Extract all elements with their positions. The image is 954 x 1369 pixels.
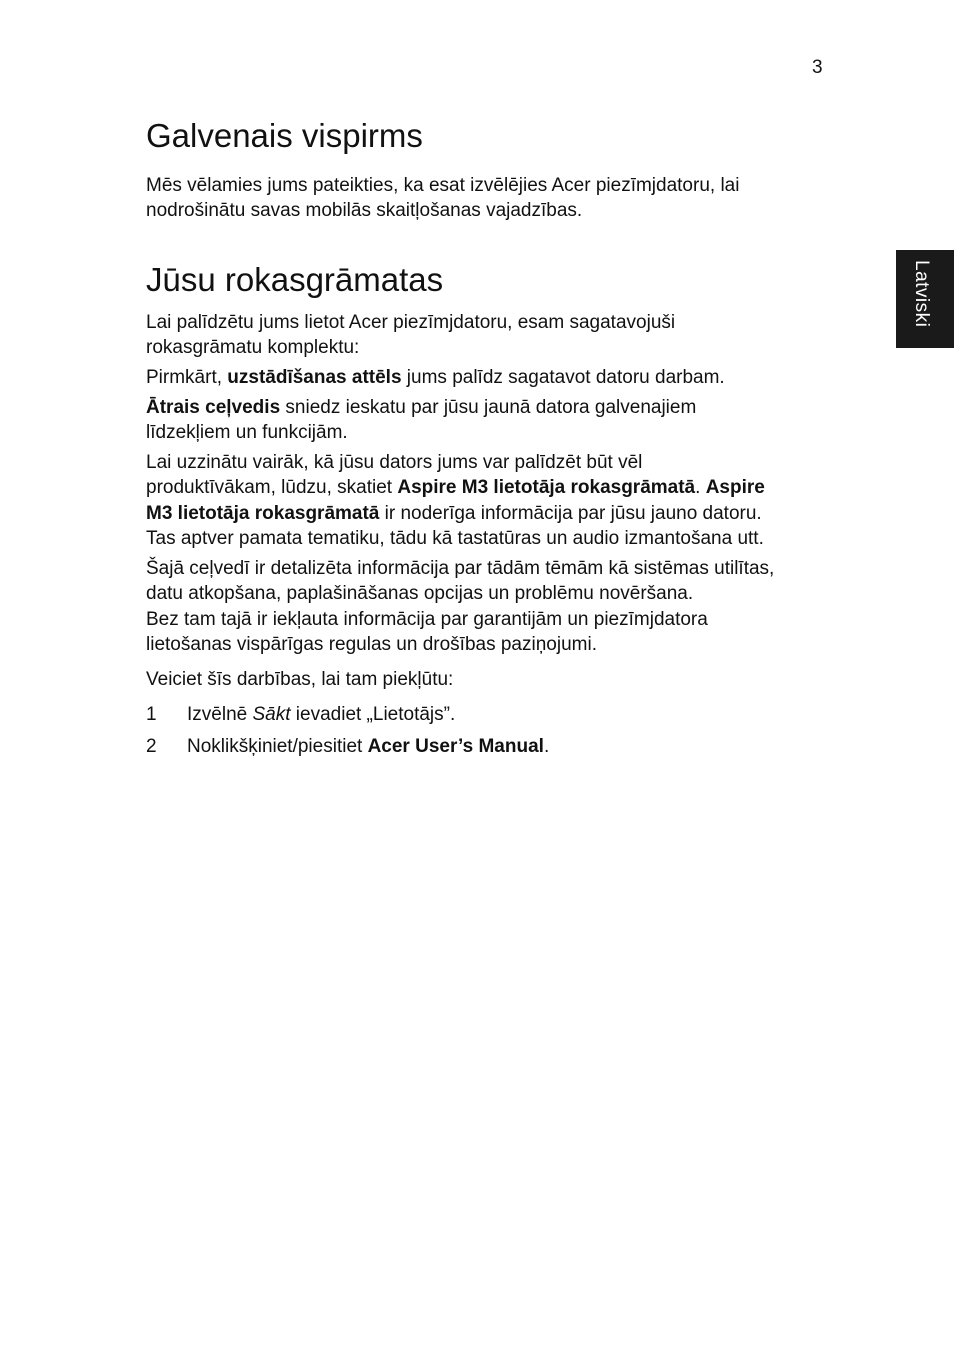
- guides-paragraph-2: Pirmkārt, uzstādīšanas attēls jums palīdz sagatavot datoru darbam.: [146, 367, 725, 388]
- section-heading-getting-started: Galvenais vispirms: [146, 117, 423, 154]
- guides-paragraph-4: Lai uzzinātu vairāk, kā jūsu dators jums var palīdzēt būt vēl produktīvākam, lūdzu, skatiet Aspire M3 lietotāja rokasgrāmatā. Aspire M3 lietotāja rokasgrāmatā ir noderīga informācija par jūsu jauno datoru. Tas aptver pamata tematiku, tādu kā tastatūras un audio izmantošana utt.: [146, 452, 765, 550]
- guides-paragraph-3: Ātrais ceļvedis sniedz ieskatu par jūsu jaunā datora galvenajiem līdzekļiem un funkcijām.: [146, 397, 697, 444]
- intro-paragraph: Mēs vēlamies jums pateikties, ka esat izvēlējies Acer piezīmjdatoru, lai nodrošinātu savas mobilās skaitļošanas vajadzības.: [146, 175, 740, 222]
- page-number: 3: [812, 57, 823, 78]
- language-tab-label: Latviski: [911, 260, 932, 328]
- guides-paragraph-1: Lai palīdzētu jums lietot Acer piezīmjdatoru, esam sagatavojuši rokasgrāmatu komplektu:: [146, 312, 676, 359]
- guides-paragraph-6: Veiciet šīs darbības, lai tam piekļūtu:: [146, 669, 454, 690]
- section-heading-your-guides: Jūsu rokasgrāmatas: [146, 261, 444, 298]
- language-tab: [896, 250, 954, 348]
- guides-paragraph-5: Šajā ceļvedī ir detalizēta informācija par tādām tēmām kā sistēmas utilītas, datu atkopšana, paplašināšanas opcijas un problēmu novēršana. Bez tam tajā ir iekļauta informācija par garantijām un piezīmjdatora lietošanas vispārīgas regulas un drošības paziņojumi.: [146, 558, 775, 656]
